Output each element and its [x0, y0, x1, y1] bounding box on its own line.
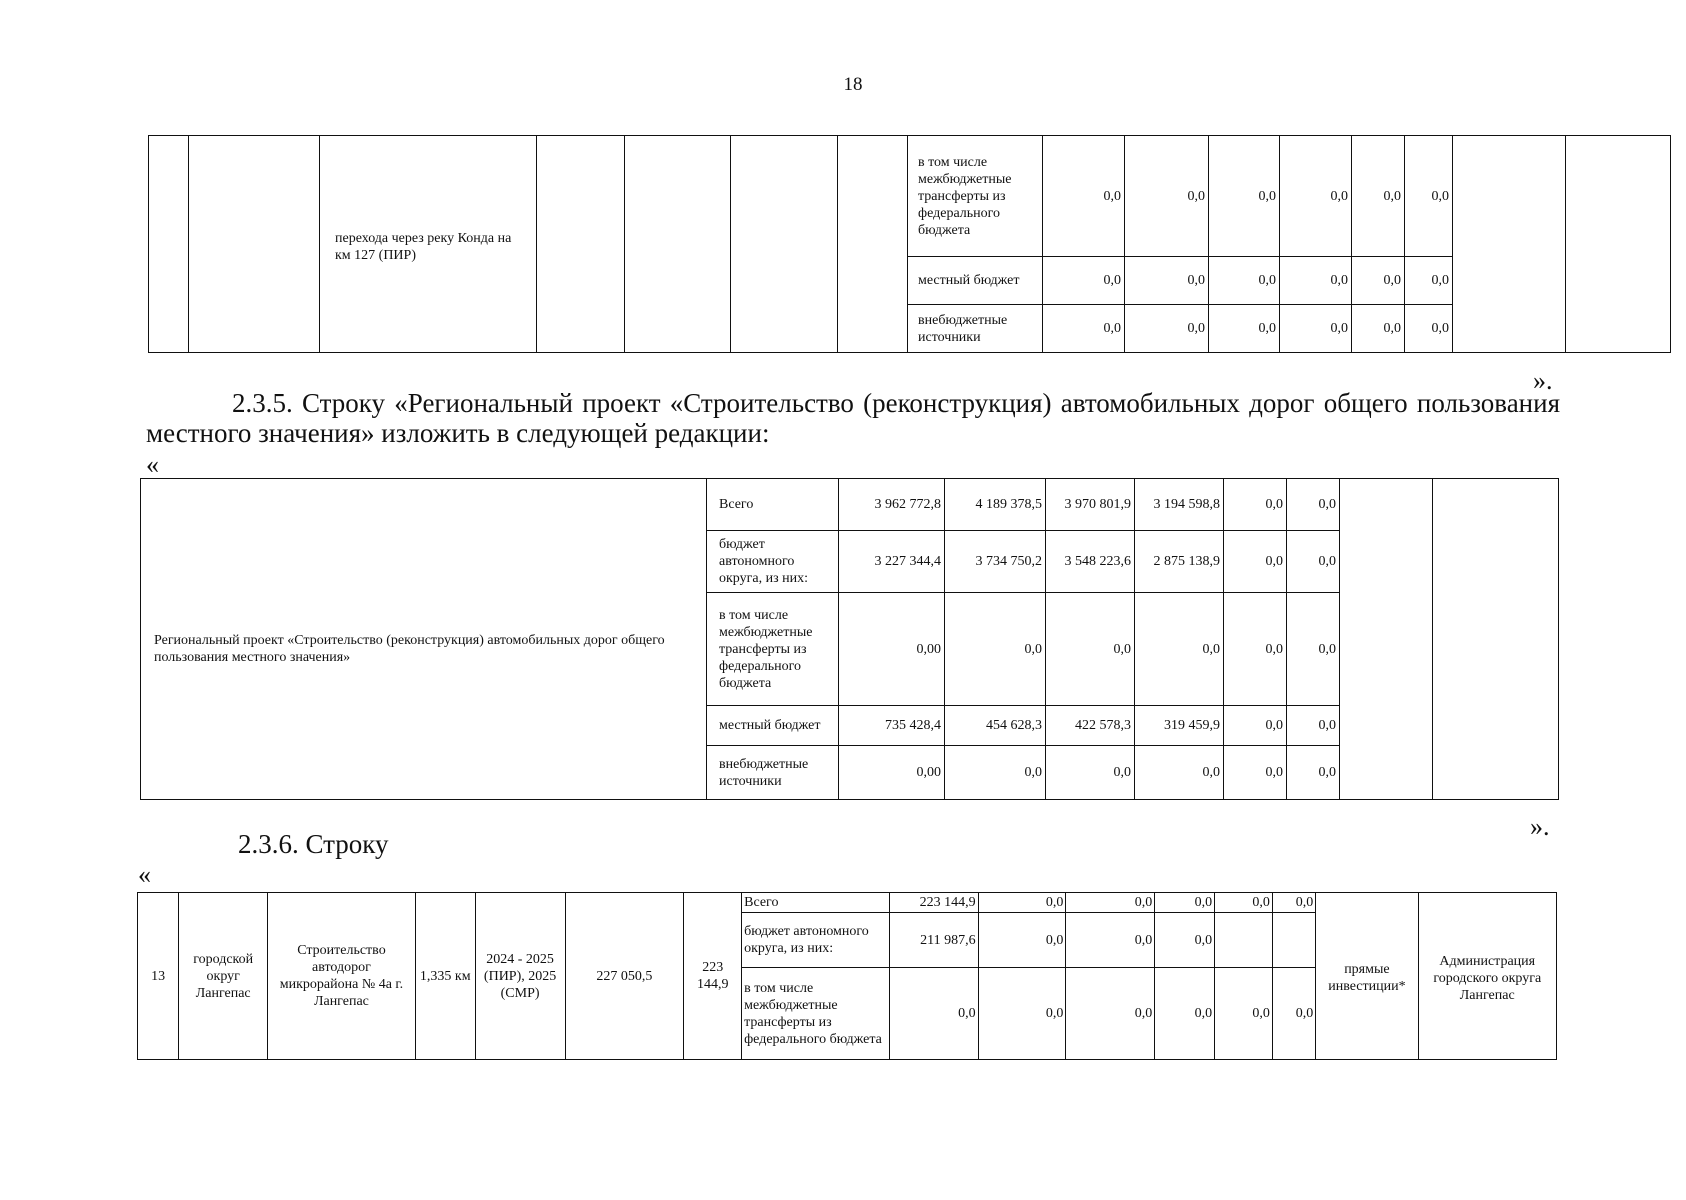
value-cell: 0,0: [1043, 136, 1125, 257]
value-cell: 0,0: [1224, 746, 1287, 800]
value-cell: 3 962 772,8: [839, 479, 945, 531]
value-cell: 3 227 344,4: [839, 531, 945, 593]
closing-quote: ».: [1533, 366, 1553, 395]
value-cell: 0,00: [839, 746, 945, 800]
row-label: в том числе межбюджетные трансферты из федерального бюджета: [742, 968, 890, 1060]
paragraph-2-3-6: 2.3.6. Строку: [238, 829, 389, 859]
value-cell: 735 428,4: [839, 706, 945, 746]
table-continuation: [148, 135, 1671, 353]
value-cell: 0,0: [1046, 593, 1135, 706]
value-cell: 0,0: [1352, 305, 1405, 353]
object-name-cell: перехода через реку Конда на км 127 (ПИР): [320, 136, 537, 353]
row-label: местный бюджет: [707, 706, 839, 746]
value-cell: 3 970 801,9: [1046, 479, 1135, 531]
value-cell: 0,0: [1043, 257, 1125, 305]
value-cell: 0,0: [1272, 968, 1315, 1060]
value-cell: 0,0: [1224, 531, 1287, 593]
value-cell: 0,0: [889, 968, 978, 1060]
mechanism-cell: прямые инвестиции*: [1316, 893, 1418, 1060]
value-cell: 0,0: [1405, 305, 1453, 353]
value-cell: 0,0: [1405, 257, 1453, 305]
opening-quote: «: [146, 450, 159, 479]
value-cell: 0,0: [1224, 706, 1287, 746]
value-cell: 0,0: [1287, 479, 1340, 531]
customer-cell: Администрация городского округа Лангепас: [1418, 893, 1556, 1060]
municipality-cell: городской округ Лангепас: [179, 893, 268, 1060]
row-label: в том числе межбюджетные трансферты из федерального бюджета: [908, 136, 1043, 257]
value-cell: 223 144,9: [889, 893, 978, 913]
row-number-cell: 13: [138, 893, 179, 1060]
value-cell: 0,0: [1224, 479, 1287, 531]
value-cell: 3 548 223,6: [1046, 531, 1135, 593]
row-label: Всего: [707, 479, 839, 531]
estimated-cost-cell: 227 050,5: [565, 893, 684, 1060]
col-cost-cell: [731, 136, 838, 353]
col-num-cell: [149, 136, 189, 353]
value-cell: 0,0: [1280, 136, 1352, 257]
row-label: Всего: [742, 893, 890, 913]
row-label: местный бюджет: [908, 257, 1043, 305]
value-cell: 3 734 750,2: [945, 531, 1046, 593]
table-regional-project: [140, 478, 1559, 800]
col-customer-cell: [1566, 136, 1671, 353]
closing-quote: ».: [1530, 812, 1550, 841]
value-cell: 0,0: [1224, 593, 1287, 706]
value-cell: 0,0: [1209, 136, 1280, 257]
value-cell: 0,0: [1066, 968, 1155, 1060]
value-cell: 0,0: [945, 593, 1046, 706]
value-cell: 0,0: [1405, 136, 1453, 257]
value-cell: 0,0: [1280, 257, 1352, 305]
col-mechanism-cell: [1340, 479, 1433, 800]
row-label: внебюджетные источники: [908, 305, 1043, 353]
value-cell: 0,0: [1287, 593, 1340, 706]
value-cell: 4 189 378,5: [945, 479, 1046, 531]
value-cell: 0,0: [1125, 257, 1209, 305]
value-cell: 3 194 598,8: [1135, 479, 1224, 531]
value-cell: 0,0: [1135, 593, 1224, 706]
value-cell: 0,0: [1125, 136, 1209, 257]
value-cell: 2 875 138,9: [1135, 531, 1224, 593]
value-cell: 0,0: [1155, 968, 1215, 1060]
value-cell: 0,0: [1155, 893, 1215, 913]
object-name-cell: Строительство автодорог микрорайона № 4а г. Лангепас: [268, 893, 416, 1060]
value-cell: [1215, 913, 1273, 968]
period-cell: 2024 - 2025 (ПИР), 2025 (СМР): [475, 893, 565, 1060]
value-cell: 454 628,3: [945, 706, 1046, 746]
value-cell: 0,0: [1215, 968, 1273, 1060]
opening-quote: «: [138, 860, 151, 889]
value-cell: 0,0: [1352, 257, 1405, 305]
value-cell: 0,0: [1280, 305, 1352, 353]
value-cell: 0,0: [978, 913, 1066, 968]
capacity-cell: 1,335 км: [415, 893, 475, 1060]
value-cell: 0,0: [1209, 257, 1280, 305]
value-cell: 0,0: [1352, 136, 1405, 257]
value-cell: 0,0: [1287, 746, 1340, 800]
col-remaining-cell: [838, 136, 908, 353]
value-cell: 0,0: [1209, 305, 1280, 353]
paragraph-2-3-5: 2.3.5. Строку «Региональный проект «Строительство (реконструкция) автомобильных дорог общего пользования местного значения» изложить в следующей редакции:: [146, 388, 1560, 448]
remaining-cost-cell: 223 144,9: [684, 893, 742, 1060]
table-row-13: [137, 892, 1557, 1060]
value-cell: 0,0: [978, 893, 1066, 913]
value-cell: 0,0: [1287, 531, 1340, 593]
col-period-cell: [625, 136, 731, 353]
value-cell: 319 459,9: [1135, 706, 1224, 746]
value-cell: 422 578,3: [1046, 706, 1135, 746]
value-cell: 0,0: [1043, 305, 1125, 353]
value-cell: 211 987,6: [889, 913, 978, 968]
value-cell: 0,0: [1215, 893, 1273, 913]
value-cell: 0,0: [978, 968, 1066, 1060]
project-name-cell: Региональный проект «Строительство (реконструкция) автомобильных дорог общего пользования местного значения»: [141, 479, 707, 800]
value-cell: 0,0: [1155, 913, 1215, 968]
col-municipality-cell: [189, 136, 320, 353]
value-cell: 0,0: [1287, 706, 1340, 746]
value-cell: 0,0: [945, 746, 1046, 800]
col-customer-cell: [1433, 479, 1559, 800]
col-mechanism-cell: [1453, 136, 1566, 353]
value-cell: 0,0: [1046, 746, 1135, 800]
value-cell: 0,0: [1066, 913, 1155, 968]
row-label: внебюджетные источники: [707, 746, 839, 800]
value-cell: 0,0: [1272, 893, 1315, 913]
value-cell: 0,0: [1125, 305, 1209, 353]
value-cell: [1272, 913, 1315, 968]
row-label: бюджет автономного округа, из них:: [707, 531, 839, 593]
row-label: в том числе межбюджетные трансферты из федерального бюджета: [707, 593, 839, 706]
value-cell: 0,00: [839, 593, 945, 706]
row-label: бюджет автономного округа, из них:: [742, 913, 890, 968]
col-capacity-cell: [537, 136, 625, 353]
value-cell: 0,0: [1066, 893, 1155, 913]
page-number: 18: [843, 74, 863, 95]
value-cell: 0,0: [1135, 746, 1224, 800]
